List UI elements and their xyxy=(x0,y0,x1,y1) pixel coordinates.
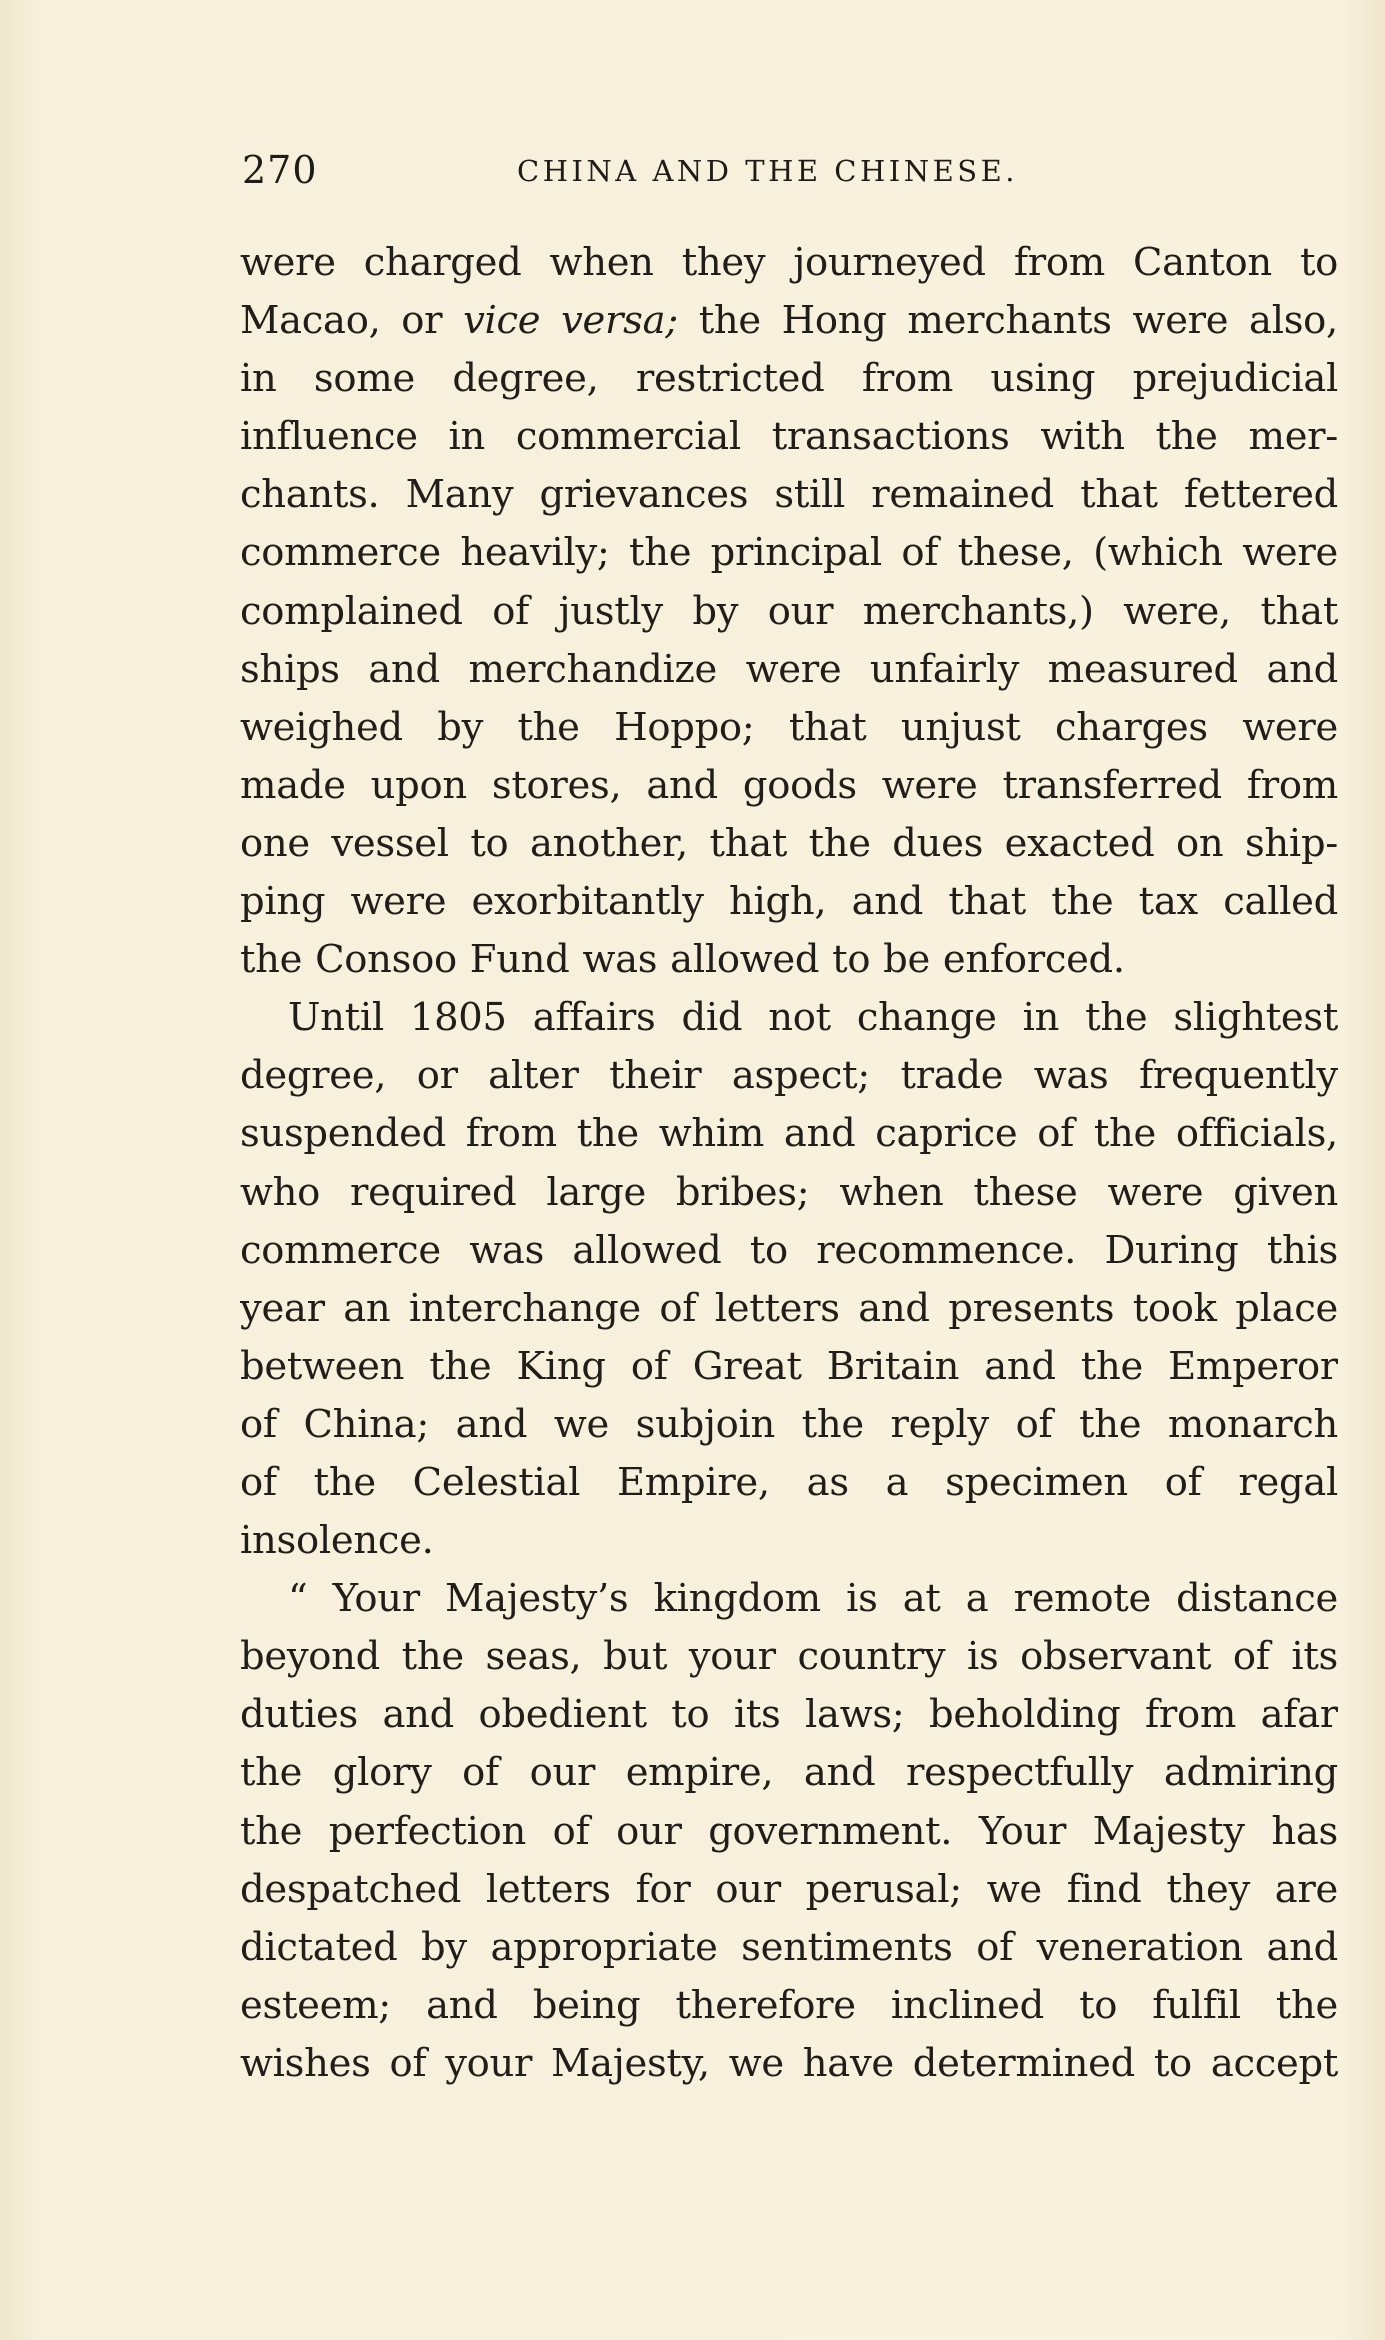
text-line: commerce was allowed to recommence. During this xyxy=(240,1227,1338,1273)
body-text xyxy=(240,234,1338,2093)
text-line: wishes of your Majesty, we have determined to accept xyxy=(240,2040,1338,2086)
text-line: dictated by appropriate sentiments of veneration and xyxy=(240,1924,1338,1970)
paragraph-1 xyxy=(240,234,1338,989)
text-line: ships and merchandize were unfairly measured and xyxy=(240,646,1338,692)
text-line: complained of justly by our merchants,) were, that xyxy=(240,588,1338,634)
text-line: “ Your Majesty’s kingdom is at a remote distance xyxy=(288,1576,1338,1622)
text-line: of China; and we subjoin the reply of the monarch xyxy=(240,1401,1338,1447)
text-line: who required large bribes; when these were given xyxy=(240,1169,1338,1215)
text-line: the Consoo Fund was allowed to be enforced. xyxy=(240,937,1125,983)
text-line: insolence. xyxy=(240,1518,434,1564)
paragraph-2 xyxy=(240,989,1338,1570)
text-line: the perfection of our government. Your Majesty has xyxy=(240,1808,1338,1854)
text-line: between the King of Great Britain and the Emperor xyxy=(240,1343,1338,1389)
italic-phrase: vice versa; xyxy=(463,298,678,344)
text-line: degree, or alter their aspect; trade was frequently xyxy=(240,1053,1338,1099)
text-line: were charged when they journeyed from Canton to xyxy=(240,240,1338,285)
text-line: duties and obedient to its laws; beholding from afar xyxy=(240,1692,1338,1738)
text-line: Until 1805 affairs did not change in the slightest xyxy=(288,995,1338,1041)
text-line: despatched letters for our perusal; we find they are xyxy=(240,1866,1338,1912)
text-segment: Macao, or xyxy=(240,298,464,344)
text-line: influence in commercial transactions with the mer- xyxy=(240,414,1338,460)
text-line: commerce heavily; the principal of these, (which were xyxy=(240,530,1338,576)
page-header xyxy=(242,148,1332,198)
page-number: 270 xyxy=(242,148,318,192)
running-title: CHINA AND THE CHINESE. xyxy=(517,154,1019,188)
text-line: ping were exorbitantly high, and that the tax called xyxy=(240,879,1338,925)
text-line: chants. Many grievances still remained that fettered xyxy=(240,472,1338,518)
paragraph-3 xyxy=(240,1570,1338,2093)
text-line: in some degree, restricted from using prejudicial xyxy=(240,356,1338,402)
text-line: one vessel to another, that the dues exacted on ship- xyxy=(240,820,1338,866)
text-line xyxy=(240,292,1338,350)
text-segment: the Hong merchants were also, xyxy=(677,298,1338,344)
text-line: esteem; and being therefore inclined to fulfil the xyxy=(240,1982,1338,2028)
text-line: suspended from the whim and caprice of the officials, xyxy=(240,1111,1338,1157)
text-line: the glory of our empire, and respectfully admiring xyxy=(240,1750,1338,1796)
text-line: year an interchange of letters and presents took place xyxy=(240,1285,1338,1331)
text-line: weighed by the Hoppo; that unjust charges were xyxy=(240,704,1338,750)
text-line: beyond the seas, but your country is observant of its xyxy=(240,1634,1338,1680)
text-line: of the Celestial Empire, as a specimen of regal xyxy=(240,1459,1338,1505)
text-line: made upon stores, and goods were transferred from xyxy=(240,762,1338,808)
